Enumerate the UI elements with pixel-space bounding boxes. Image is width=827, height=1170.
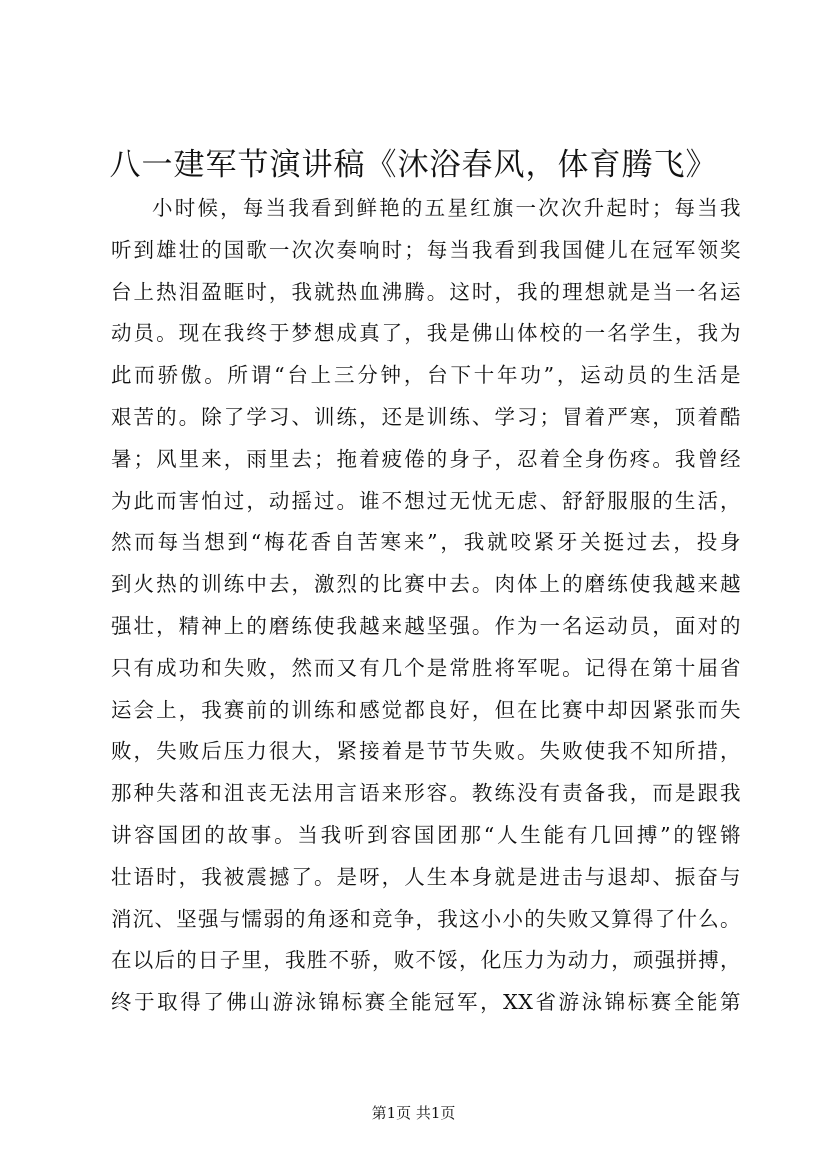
text-line: 暑；风里来，雨里去；拖着疲倦的身子，忍着全身伤疼。我曾经 <box>111 446 741 471</box>
text-line: 运会上，我赛前的训练和感觉都良好，但在比赛中却因紧张而失 <box>111 697 741 722</box>
text-line: 此而骄傲。所谓“台上三分钟，台下十年功”，运动员的生活是 <box>111 363 741 388</box>
text-line: 艰苦的。除了学习、训练，还是训练、学习；冒着严寒，顶着酷 <box>111 404 741 429</box>
text-line: 到火热的训练中去，激烈的比赛中去。肉体上的磨练使我越来越 <box>111 572 741 597</box>
text-line: 动员。现在我终于梦想成真了，我是佛山体校的一名学生，我为 <box>111 321 741 346</box>
document-body <box>111 188 741 1024</box>
text-line: 终于取得了佛山游泳锦标赛全能冠军，XX省游泳锦标赛全能第 <box>111 990 741 1015</box>
text-line: 强壮，精神上的磨练使我越来越坚强。作为一名运动员，面对的 <box>111 613 741 638</box>
text-line: 小时候，每当我看到鲜艳的五星红旗一次次升起时；每当我 <box>152 196 741 220</box>
page-footer: 第1页 共1页 <box>371 1104 456 1122</box>
text-line: 只有成功和失败，然而又有几个是常胜将军呢。记得在第十届省 <box>111 655 741 680</box>
text-line: 台上热泪盈眶时，我就热血沸腾。这时，我的理想就是当一名运 <box>111 279 741 304</box>
text-line: 为此而害怕过，动摇过。谁不想过无忧无虑、舒舒服服的生活， <box>111 488 741 513</box>
text-line: 在以后的日子里，我胜不骄，败不馁，化压力为动力，顽强拼搏， <box>111 948 741 973</box>
text-line: 那种失落和沮丧无法用言语来形容。教练没有责备我，而是跟我 <box>111 781 741 806</box>
text-line: 听到雄壮的国歌一次次奏响时；每当我看到我国健儿在冠军领奖 <box>111 237 741 262</box>
text-line: 消沉、坚强与懦弱的角逐和竞争，我这小小的失败又算得了什么。 <box>111 906 741 931</box>
document-title: 八一建军节演讲稿《沐浴春风，体育腾飞》 <box>109 147 718 183</box>
text-line: 败，失败后压力很大，紧接着是节节失败。失败使我不知所措， <box>111 739 741 764</box>
text-line: 然而每当想到“梅花香自苦寒来”，我就咬紧牙关挺过去，投身 <box>111 530 741 555</box>
text-line: 讲容国团的故事。当我听到容国团那“人生能有几回搏”的铿锵 <box>111 822 741 847</box>
text-line: 壮语时，我被震撼了。是呀，人生本身就是进击与退却、振奋与 <box>111 864 741 889</box>
